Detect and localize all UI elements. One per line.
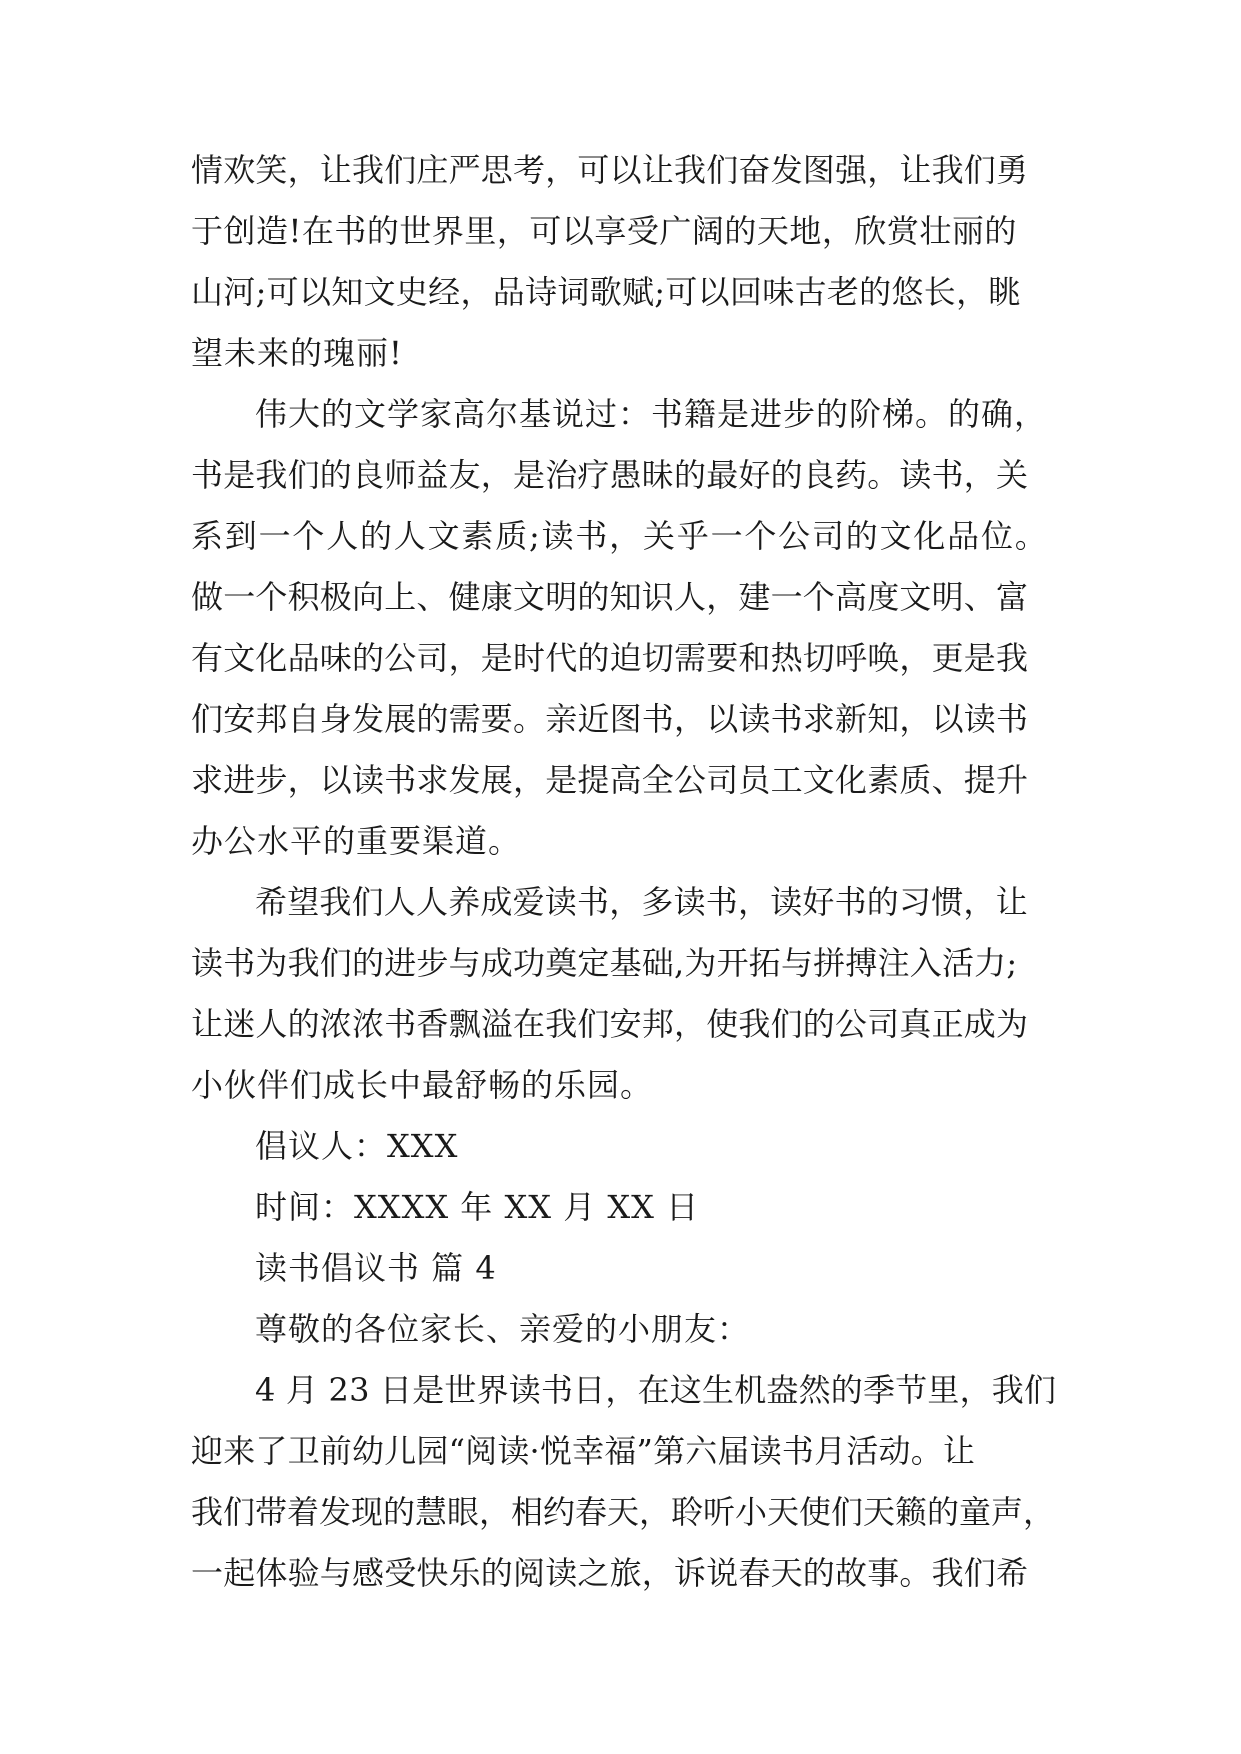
text-line: 读书为我们的进步与成功奠定基础,为开拓与拼搏注入活力; [191,944,1018,982]
text-line: 伟大的文学家高尔基说过：书籍是进步的阶梯。的确， [255,395,1048,433]
text-line: 一起体验与感受快乐的阅读之旅，诉说春天的故事。我们希 [191,1554,1029,1592]
text-line: 有文化品味的公司，是时代的迫切需要和热切呼唤，更是我 [191,639,1029,677]
text-line: 读书倡议书 篇 4 [255,1249,497,1287]
document-page [191,140,1057,1604]
text-line: 小伙伴们成长中最舒畅的乐园。 [191,1066,654,1104]
text-line: 做一个积极向上、健康文明的知识人，建一个高度文明、富 [191,578,1029,616]
text-line: 求进步，以读书求发展，是提高全公司员工文化素质、提升 [191,761,1029,799]
text-line: 让迷人的浓浓书香飘溢在我们安邦，使我们的公司真正成为 [191,1005,1029,1043]
text-line: 希望我们人人养成爱读书，多读书，读好书的习惯，让 [255,883,1028,921]
text-line: 山河;可以知文史经，品诗词歌赋;可以回味古老的悠长，眺 [191,273,1021,311]
text-line: 尊敬的各位家长、亲爱的小朋友： [255,1310,751,1348]
text-line: 办公水平的重要渠道。 [191,822,522,860]
text-line: 系到一个人的人文素质;读书，关乎一个公司的文化品位。 [191,517,1049,555]
text-line: 迎来了卫前幼儿园“阅读·悦幸福”第六届读书月活动。让 [191,1432,976,1470]
text-line: 望未来的瑰丽! [191,334,403,372]
text-line: 书是我们的良师益友，是治疗愚昧的最好的良药。读书，关 [191,456,1029,494]
text-line: 倡议人：XXX [255,1127,459,1165]
text-line: 4 月 23 日是世界读书日，在这生机盎然的季节里，我们 [255,1371,1057,1409]
text-line: 我们带着发现的慧眼，相约春天，聆听小天使们天籁的童声， [191,1493,1056,1531]
text-line: 时间：XXXX 年 XX 月 XX 日 [255,1188,700,1226]
text-line: 于创造!在书的世界里，可以享受广阔的天地，欣赏壮丽的 [191,212,1017,250]
text-line: 们安邦自身发展的需要。亲近图书，以读书求新知，以读书 [191,700,1029,738]
text-line: 情欢笑，让我们庄严思考，可以让我们奋发图强，让我们勇 [191,151,1029,189]
